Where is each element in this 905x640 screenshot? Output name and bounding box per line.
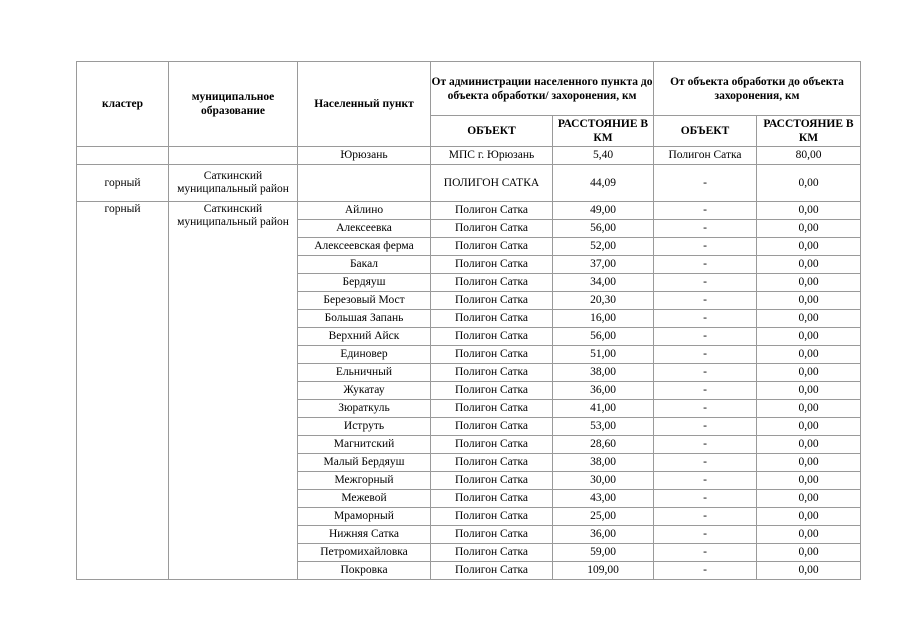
- cell-cluster: [77, 147, 169, 165]
- cell-distance-2: 0,00: [757, 256, 861, 274]
- cell-object-1: Полигон Сатка: [431, 346, 553, 364]
- cell-settlement: Бакал: [298, 256, 431, 274]
- cell-distance-1: 36,00: [553, 526, 654, 544]
- cell-settlement: Магнитский: [298, 436, 431, 454]
- cell-distance-2: 0,00: [757, 508, 861, 526]
- cell-distance-1: 109,00: [553, 562, 654, 580]
- header-object-2: ОБЪЕКТ: [654, 116, 757, 147]
- cell-settlement: Межевой: [298, 490, 431, 508]
- cell-object-2: -: [654, 436, 757, 454]
- cell-object-2: -: [654, 310, 757, 328]
- cell-settlement: Покровка: [298, 562, 431, 580]
- cell-object-2: -: [654, 562, 757, 580]
- cell-distance-2: 0,00: [757, 292, 861, 310]
- cell-distance-1: 56,00: [553, 220, 654, 238]
- cell-municipality: [169, 147, 298, 165]
- cell-cluster: горный: [77, 165, 169, 202]
- table-row: [77, 202, 861, 220]
- cell-settlement: Жукатау: [298, 382, 431, 400]
- cell-object-2: -: [654, 256, 757, 274]
- cell-distance-1: 38,00: [553, 454, 654, 472]
- header-object-1: ОБЪЕКТ: [431, 116, 553, 147]
- cell-settlement: Ельничный: [298, 364, 431, 382]
- cell-object-1: Полигон Сатка: [431, 382, 553, 400]
- cell-object-2: -: [654, 292, 757, 310]
- cell-settlement: Алексеевка: [298, 220, 431, 238]
- cell-distance-1: 36,00: [553, 382, 654, 400]
- cell-distance-1: 20,30: [553, 292, 654, 310]
- cell-municipality: Саткинский муниципальный район: [169, 165, 298, 202]
- cell-settlement: Березовый Мост: [298, 292, 431, 310]
- cell-distance-2: 0,00: [757, 526, 861, 544]
- cell-distance-1: 37,00: [553, 256, 654, 274]
- cell-distance-1: 34,00: [553, 274, 654, 292]
- cell-object-1: Полигон Сатка: [431, 472, 553, 490]
- cell-distance-2: 0,00: [757, 562, 861, 580]
- cell-settlement: Зюраткуль: [298, 400, 431, 418]
- cell-distance-1: 51,00: [553, 346, 654, 364]
- cell-settlement: Мраморный: [298, 508, 431, 526]
- cell-distance-1: 28,60: [553, 436, 654, 454]
- cell-distance-2: 0,00: [757, 418, 861, 436]
- cell-object-1: Полигон Сатка: [431, 490, 553, 508]
- cell-distance-2: 80,00: [757, 147, 861, 165]
- cell-settlement: Петромихайловка: [298, 544, 431, 562]
- cell-object-2: -: [654, 274, 757, 292]
- cell-distance-2: 0,00: [757, 544, 861, 562]
- cell-distance-2: 0,00: [757, 165, 861, 202]
- cell-distance-1: 52,00: [553, 238, 654, 256]
- cell-distance-2: 0,00: [757, 454, 861, 472]
- cell-object-1: Полигон Сатка: [431, 454, 553, 472]
- cell-object-2: -: [654, 202, 757, 220]
- cell-object-2: -: [654, 544, 757, 562]
- cell-object-2: -: [654, 220, 757, 238]
- header-municipality: муниципальное образование: [169, 62, 298, 147]
- cell-object-2: Полигон Сатка: [654, 147, 757, 165]
- cell-distance-2: 0,00: [757, 220, 861, 238]
- cell-object-1: Полигон Сатка: [431, 436, 553, 454]
- cell-cluster: горный: [77, 202, 169, 580]
- cell-municipality: Саткинский муниципальный район: [169, 202, 298, 580]
- cell-object-2: -: [654, 454, 757, 472]
- cell-distance-1: 49,00: [553, 202, 654, 220]
- header-cluster: кластер: [77, 62, 169, 147]
- header-settlement: Населенный пункт: [298, 62, 431, 147]
- cell-settlement: Большая Запань: [298, 310, 431, 328]
- cell-settlement: Верхний Айск: [298, 328, 431, 346]
- cell-settlement: Межгорный: [298, 472, 431, 490]
- cell-object-1: Полигон Сатка: [431, 238, 553, 256]
- cell-distance-2: 0,00: [757, 310, 861, 328]
- cell-settlement: [298, 165, 431, 202]
- cell-settlement: Айлино: [298, 202, 431, 220]
- cell-object-1: Полигон Сатка: [431, 256, 553, 274]
- cell-settlement: Бердяуш: [298, 274, 431, 292]
- cell-object-2: -: [654, 382, 757, 400]
- cell-distance-1: 53,00: [553, 418, 654, 436]
- distance-table: [76, 61, 861, 580]
- cell-object-2: -: [654, 400, 757, 418]
- cell-distance-2: 0,00: [757, 238, 861, 256]
- cell-settlement: Иструть: [298, 418, 431, 436]
- cell-distance-2: 0,00: [757, 382, 861, 400]
- cell-object-1: Полигон Сатка: [431, 418, 553, 436]
- cell-settlement: Малый Бердяуш: [298, 454, 431, 472]
- header-distance-1: РАССТОЯНИЕ В КМ: [553, 116, 654, 147]
- cell-object-2: -: [654, 346, 757, 364]
- cell-distance-2: 0,00: [757, 436, 861, 454]
- cell-distance-1: 5,40: [553, 147, 654, 165]
- cell-object-1: Полигон Сатка: [431, 562, 553, 580]
- cell-distance-2: 0,00: [757, 364, 861, 382]
- cell-settlement: Нижняя Сатка: [298, 526, 431, 544]
- cell-distance-1: 16,00: [553, 310, 654, 328]
- cell-object-2: -: [654, 526, 757, 544]
- cell-object-2: -: [654, 165, 757, 202]
- cell-distance-1: 38,00: [553, 364, 654, 382]
- header-distance-2: РАССТОЯНИЕ В КМ: [757, 116, 861, 147]
- cell-settlement: Юрюзань: [298, 147, 431, 165]
- cell-object-1: Полигон Сатка: [431, 526, 553, 544]
- cell-distance-2: 0,00: [757, 400, 861, 418]
- cell-distance-2: 0,00: [757, 202, 861, 220]
- table-row: [77, 147, 861, 165]
- cell-object-1: МПС г. Юрюзань: [431, 147, 553, 165]
- cell-object-2: -: [654, 364, 757, 382]
- cell-object-2: -: [654, 328, 757, 346]
- cell-distance-1: 41,00: [553, 400, 654, 418]
- cell-object-1: ПОЛИГОН САТКА: [431, 165, 553, 202]
- cell-distance-1: 43,00: [553, 490, 654, 508]
- cell-distance-2: 0,00: [757, 274, 861, 292]
- cell-object-2: -: [654, 418, 757, 436]
- cell-object-1: Полигон Сатка: [431, 220, 553, 238]
- cell-object-2: -: [654, 238, 757, 256]
- cell-object-1: Полигон Сатка: [431, 364, 553, 382]
- cell-settlement: Единовер: [298, 346, 431, 364]
- cell-distance-2: 0,00: [757, 346, 861, 364]
- cell-object-1: Полигон Сатка: [431, 544, 553, 562]
- cell-distance-1: 25,00: [553, 508, 654, 526]
- cell-object-2: -: [654, 490, 757, 508]
- cell-object-1: Полигон Сатка: [431, 310, 553, 328]
- cell-distance-1: 44,09: [553, 165, 654, 202]
- cell-object-1: Полигон Сатка: [431, 292, 553, 310]
- cell-object-1: Полигон Сатка: [431, 274, 553, 292]
- cell-object-1: Полигон Сатка: [431, 328, 553, 346]
- cell-object-1: Полигон Сатка: [431, 400, 553, 418]
- header-admin-to-processing: От администрации населенного пункта до объекта обработки/ захоронения, км: [431, 62, 654, 116]
- cell-distance-1: 30,00: [553, 472, 654, 490]
- cell-distance-2: 0,00: [757, 490, 861, 508]
- cell-object-1: Полигон Сатка: [431, 508, 553, 526]
- cell-object-2: -: [654, 508, 757, 526]
- header-processing-to-burial: От объекта обработки до объекта захоронения, км: [654, 62, 861, 116]
- cell-settlement: Алексеевская ферма: [298, 238, 431, 256]
- cell-distance-1: 59,00: [553, 544, 654, 562]
- cell-object-1: Полигон Сатка: [431, 202, 553, 220]
- cell-distance-2: 0,00: [757, 472, 861, 490]
- table-row: [77, 165, 861, 202]
- cell-distance-2: 0,00: [757, 328, 861, 346]
- cell-distance-1: 56,00: [553, 328, 654, 346]
- cell-object-2: -: [654, 472, 757, 490]
